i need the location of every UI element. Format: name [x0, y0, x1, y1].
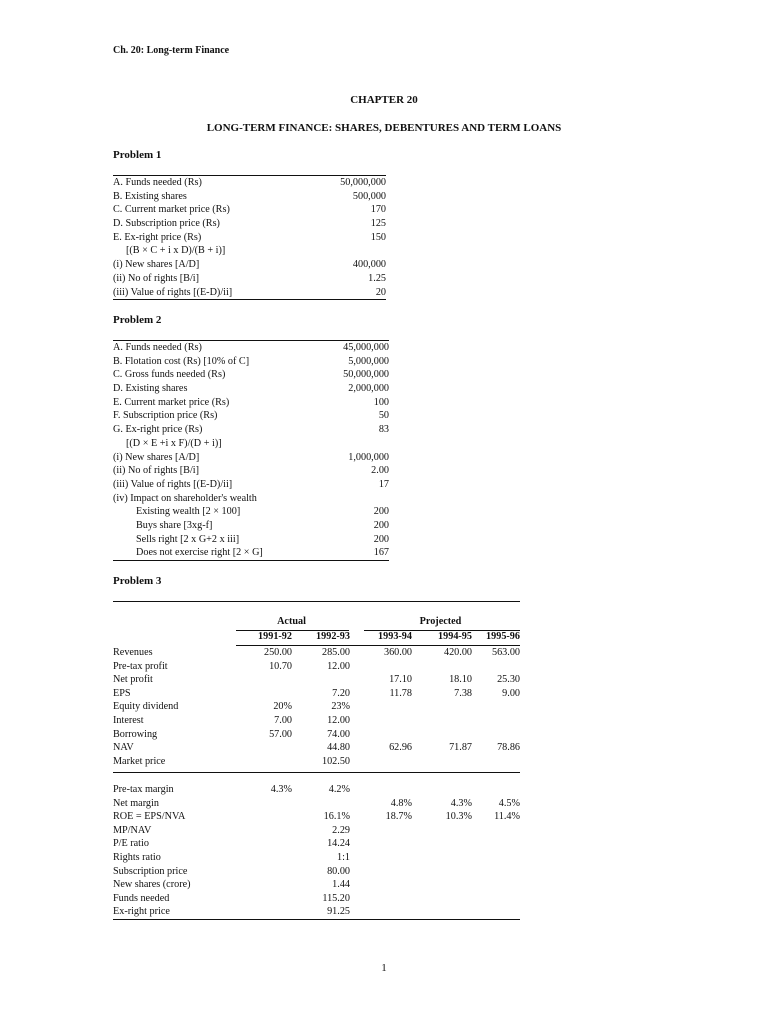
table-row: [113, 451, 389, 465]
table-row: [113, 892, 520, 906]
row-value: [296, 244, 386, 258]
table-cell: 91.25: [327, 906, 350, 918]
row-label: (i) New shares [A/D]: [113, 259, 200, 271]
table-cell: 102.50: [321, 755, 350, 767]
row-label: (ii) No of rights [B/i]: [113, 465, 200, 477]
table-cell: 10.3%: [445, 811, 472, 823]
table-row: [113, 546, 389, 560]
table-bottom-rule: [113, 919, 520, 920]
table-row: [113, 905, 520, 919]
row-label: Existing wealth [2 × 100]: [136, 506, 241, 518]
table-cell: 11.4%: [494, 811, 520, 823]
row-label: Interest: [113, 715, 144, 726]
table-row: [113, 286, 386, 300]
row-label: MP/NAV: [113, 824, 152, 836]
row-value: 125: [370, 218, 386, 230]
table-cell: 360.00: [383, 647, 412, 658]
row-label: Ex-right price: [113, 906, 170, 918]
table-row: [113, 646, 520, 660]
table-cell: 7.38: [454, 687, 472, 699]
row-label: A. Funds needed (Rs): [113, 342, 202, 353]
row-value: 2.00: [371, 465, 389, 477]
table-cell: 4.3%: [270, 784, 292, 795]
table-cell: 420.00: [443, 647, 472, 658]
row-label: E. Current market price (Rs): [113, 396, 230, 408]
row-value: 150: [370, 231, 386, 243]
table-cell: 10.70: [269, 660, 292, 672]
table-row: [113, 396, 389, 410]
row-label: Pre-tax margin: [113, 784, 174, 795]
row-value: 400,000: [352, 259, 386, 271]
table-cell: 1:1: [336, 852, 350, 863]
table-cell: 80.00: [327, 865, 350, 877]
table-row: [113, 837, 520, 851]
row-label: Funds needed: [113, 892, 170, 904]
row-label: Does not exercise right [2 × G]: [136, 547, 263, 559]
row-value: 50,000,000: [340, 177, 386, 188]
row-label: G. Ex-right price (Rs): [113, 424, 203, 436]
table-row: [113, 437, 389, 451]
row-label: NAV: [113, 742, 134, 754]
row-value: 83: [378, 424, 389, 436]
table-cell: 12.00: [327, 660, 350, 672]
table-cell: 4.2%: [328, 784, 350, 795]
row-label: Borrowing: [113, 728, 158, 740]
table-cell: 1.44: [332, 879, 350, 891]
problem-1-table: [113, 175, 386, 300]
row-value: 170: [370, 204, 386, 216]
row-label: F. Subscription price (Rs): [113, 410, 218, 422]
row-label: B. Existing shares: [113, 190, 187, 202]
row-label: Subscription price: [113, 865, 188, 877]
table-row: [113, 865, 520, 879]
table-cell: 12.00: [327, 715, 350, 726]
table-row: [113, 851, 520, 865]
table-cell: 62.96: [389, 742, 412, 754]
problem-1-heading: Problem 1: [113, 149, 162, 161]
row-value: 45,000,000: [343, 342, 389, 353]
row-label: Net margin: [113, 797, 159, 809]
year-header: 1993-94: [378, 631, 412, 642]
table-row: [113, 203, 386, 217]
table-cell: 71.87: [449, 742, 472, 754]
row-value: 200: [373, 506, 389, 518]
row-value: 100: [373, 396, 389, 408]
row-label: C. Current market price (Rs): [113, 204, 230, 216]
row-label: Pre-tax profit: [113, 660, 168, 672]
row-label: Rights ratio: [113, 852, 161, 863]
table-row: [113, 755, 520, 769]
table-cell: 78.86: [497, 742, 520, 754]
row-value: 1.25: [368, 272, 386, 284]
table-row: [113, 464, 389, 478]
table-cell: 2.29: [332, 824, 350, 836]
table-cell: 57.00: [269, 728, 292, 740]
row-value: 20: [375, 286, 386, 298]
row-value: [299, 492, 389, 506]
table-row: [113, 368, 389, 382]
year-header: 1995-96: [486, 631, 520, 642]
table-cell: 563.00: [491, 647, 520, 658]
row-label: A. Funds needed (Rs): [113, 177, 202, 188]
problem-3-heading: Problem 3: [113, 575, 162, 587]
table-cell: 44.80: [327, 742, 350, 754]
row-value: [299, 437, 389, 451]
table-row: [113, 176, 386, 190]
row-label: (iv) Impact on shareholder's wealth: [113, 492, 257, 504]
table-cell: 115.20: [322, 892, 350, 904]
table-row: [113, 217, 386, 231]
chapter-title: CHAPTER 20: [350, 94, 418, 106]
table-row: [113, 478, 389, 492]
table-cell: 4.8%: [390, 797, 412, 809]
table-row: [113, 409, 389, 423]
table-row: [113, 355, 389, 369]
table-cell: 74.00: [327, 728, 350, 740]
table-row: [113, 231, 386, 245]
row-label: C. Gross funds needed (Rs): [113, 369, 226, 381]
row-value: 167: [373, 547, 389, 559]
table-cell: 11.78: [389, 687, 412, 699]
table-row: [113, 533, 389, 547]
table-row: [113, 423, 389, 437]
year-header: 1994-95: [438, 631, 472, 642]
table-cell: 4.5%: [498, 797, 520, 809]
table-cell: 285.00: [321, 647, 350, 658]
table-cell: 14.24: [327, 838, 350, 850]
table-row: [113, 272, 386, 286]
table-row: [113, 673, 520, 687]
row-label: Net profit: [113, 674, 153, 686]
row-label: ROE = EPS/NVA: [113, 811, 186, 823]
table-row: [113, 519, 389, 533]
row-label: (i) New shares [A/D]: [113, 451, 200, 463]
table-row: [113, 660, 520, 674]
row-label: (ii) No of rights [B/i]: [113, 272, 200, 284]
table-cell: 9.00: [502, 687, 520, 699]
row-label: EPS: [113, 687, 131, 699]
row-value: 200: [373, 519, 389, 531]
row-label: [(B × C + i x D)/(B + i)]: [126, 245, 226, 257]
row-label: [(D × E +i x F)/(D + i)]: [126, 437, 222, 449]
row-label: New shares (crore): [113, 879, 191, 891]
row-label: Equity dividend: [113, 701, 179, 713]
table-cell: 20%: [273, 701, 292, 713]
running-head: Ch. 20: Long-term Finance: [113, 45, 230, 56]
chapter-subtitle: LONG-TERM FINANCE: SHARES, DEBENTURES AND TERM LOANS: [206, 122, 562, 134]
table-cell: 17.10: [389, 674, 412, 686]
table-row: [113, 714, 520, 728]
row-label: (iii) Value of rights [(E-D)/ii]: [113, 478, 233, 490]
row-label: Buys share [3xg-f]: [136, 519, 213, 531]
table-row: [113, 258, 386, 272]
problem-2-heading: Problem 2: [113, 314, 162, 326]
row-label: Revenues: [113, 647, 153, 658]
row-label: (iii) Value of rights [(E-D)/ii]: [113, 286, 233, 298]
row-value: 500,000: [352, 190, 386, 202]
row-value: 50: [378, 410, 389, 422]
table-row: [113, 687, 520, 701]
row-label: Sells right [2 x G+2 x iii]: [136, 533, 240, 545]
table-cell: 25.30: [497, 674, 520, 686]
table-row: [113, 797, 520, 811]
table-row: [113, 244, 386, 258]
table-row: [113, 341, 389, 355]
row-label: Market price: [113, 755, 166, 767]
table-row: [113, 824, 520, 838]
row-label: P/E ratio: [113, 838, 149, 850]
row-value: 50,000,000: [343, 369, 389, 381]
table-cell: 18.7%: [385, 811, 412, 823]
table-top-rule: [113, 601, 520, 602]
table-row: [113, 492, 389, 506]
table-row: [113, 741, 520, 755]
table-row: [113, 810, 520, 824]
group-header-actual: Actual: [277, 616, 306, 627]
table-row: [113, 728, 520, 742]
group-header-projected: Projected: [419, 616, 462, 627]
row-value: 17: [378, 478, 389, 490]
table-row: [113, 783, 520, 797]
year-header: 1991-92: [258, 631, 292, 642]
table-cell: 4.3%: [450, 797, 472, 809]
table-row: [113, 878, 520, 892]
table-cell: 250.00: [263, 647, 292, 658]
table-cell: 7.20: [332, 687, 350, 699]
row-label: D. Subscription price (Rs): [113, 218, 220, 230]
row-value: 200: [373, 533, 389, 545]
problem-2-table: [113, 340, 389, 561]
row-label: E. Ex-right price (Rs): [113, 231, 202, 243]
page-number: 1: [381, 962, 387, 974]
table-row: [113, 700, 520, 714]
table-row: [113, 382, 389, 396]
table-cell: 18.10: [449, 674, 472, 686]
year-header: 1992-93: [316, 631, 350, 642]
table-row: [113, 190, 386, 204]
row-label: D. Existing shares: [113, 383, 188, 395]
row-label: B. Flotation cost (Rs) [10% of C]: [113, 355, 250, 367]
table-cell: 16.1%: [323, 811, 350, 823]
table-cell: 23%: [331, 701, 350, 713]
table-row: [113, 505, 389, 519]
row-value: 5,000,000: [348, 355, 389, 367]
table-cell: 7.00: [274, 715, 292, 726]
row-value: 2,000,000: [348, 383, 389, 395]
section-divider-rule: [113, 772, 520, 773]
row-value: 1,000,000: [348, 451, 389, 463]
